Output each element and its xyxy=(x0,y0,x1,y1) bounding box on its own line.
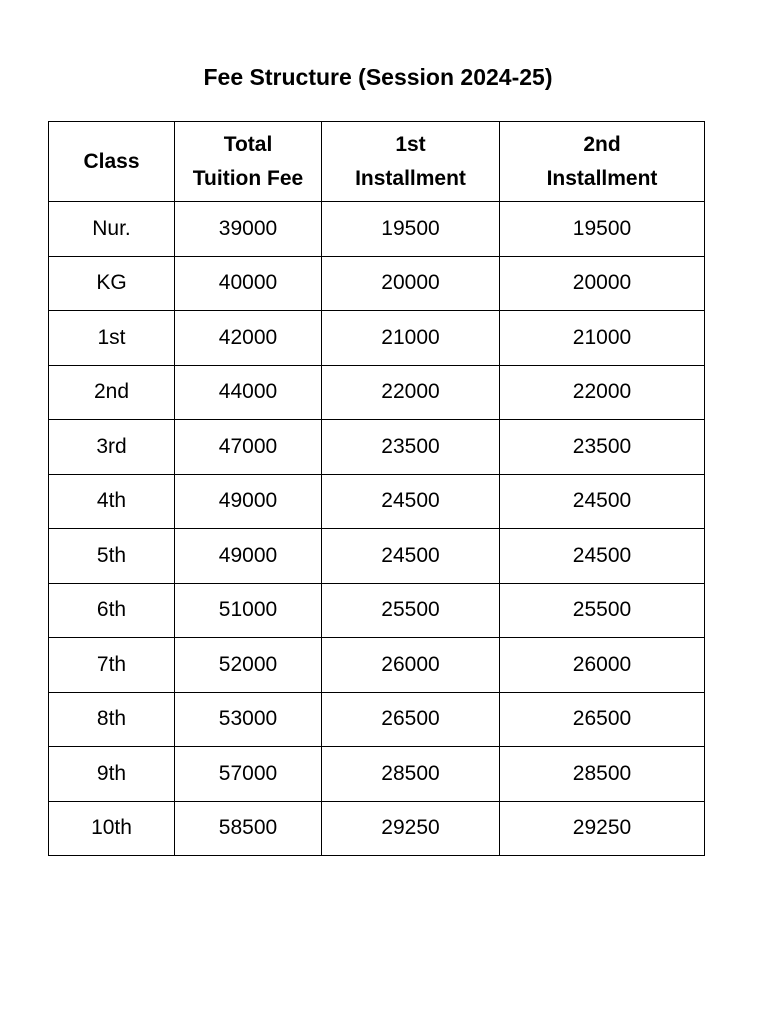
header-first-line-2: Installment xyxy=(355,166,466,190)
cell-second-installment: 22000 xyxy=(500,365,705,420)
header-class-label: Class xyxy=(83,149,140,173)
cell-second-installment: 26500 xyxy=(500,692,705,747)
cell-class: 9th xyxy=(49,747,175,802)
header-class xyxy=(49,122,175,202)
cell-first-installment: 22000 xyxy=(322,365,500,420)
table-row xyxy=(49,256,705,311)
cell-total-fee: 51000 xyxy=(175,583,322,638)
cell-first-installment: 23500 xyxy=(322,420,500,475)
cell-class: 2nd xyxy=(49,365,175,420)
cell-first-installment: 28500 xyxy=(322,747,500,802)
cell-total-fee: 52000 xyxy=(175,638,322,693)
header-total-tuition-fee xyxy=(175,122,322,202)
cell-first-installment: 25500 xyxy=(322,583,500,638)
cell-first-installment: 19500 xyxy=(322,202,500,257)
cell-class: 7th xyxy=(49,638,175,693)
table-row xyxy=(49,202,705,257)
cell-total-fee: 57000 xyxy=(175,747,322,802)
table-row xyxy=(49,420,705,475)
cell-second-installment: 23500 xyxy=(500,420,705,475)
table-row xyxy=(49,747,705,802)
header-second-line-2: Installment xyxy=(546,166,658,190)
cell-first-installment: 24500 xyxy=(322,474,500,529)
cell-first-installment: 26500 xyxy=(322,692,500,747)
table-row xyxy=(49,692,705,747)
cell-second-installment: 19500 xyxy=(500,202,705,257)
header-total-line-1: Total xyxy=(223,132,273,156)
table-row xyxy=(49,529,705,584)
header-second-line-1: 2nd xyxy=(583,132,621,156)
cell-second-installment: 21000 xyxy=(500,311,705,366)
header-first-installment xyxy=(322,122,500,202)
cell-class: 8th xyxy=(49,692,175,747)
cell-total-fee: 49000 xyxy=(175,474,322,529)
cell-class: 6th xyxy=(49,583,175,638)
table-row xyxy=(49,801,705,856)
header-total-line-2: Tuition Fee xyxy=(192,166,304,190)
cell-first-installment: 24500 xyxy=(322,529,500,584)
cell-class: 1st xyxy=(49,311,175,366)
table-row xyxy=(49,638,705,693)
cell-total-fee: 53000 xyxy=(175,692,322,747)
cell-second-installment: 29250 xyxy=(500,801,705,856)
cell-second-installment: 24500 xyxy=(500,474,705,529)
header-second-installment xyxy=(500,122,705,202)
cell-class: 3rd xyxy=(49,420,175,475)
cell-class: 10th xyxy=(49,801,175,856)
cell-second-installment: 24500 xyxy=(500,529,705,584)
cell-second-installment: 20000 xyxy=(500,256,705,311)
cell-class: 5th xyxy=(49,529,175,584)
cell-total-fee: 39000 xyxy=(175,202,322,257)
cell-class: KG xyxy=(49,256,175,311)
table-row xyxy=(49,365,705,420)
cell-total-fee: 49000 xyxy=(175,529,322,584)
table-row xyxy=(49,311,705,366)
cell-total-fee: 42000 xyxy=(175,311,322,366)
cell-total-fee: 58500 xyxy=(175,801,322,856)
header-first-line-1: 1st xyxy=(395,132,426,156)
document-title: Fee Structure (Session 2024-25) xyxy=(203,64,553,90)
cell-first-installment: 29250 xyxy=(322,801,500,856)
fee-structure-table xyxy=(48,121,705,856)
cell-class: Nur. xyxy=(49,202,175,257)
cell-first-installment: 20000 xyxy=(322,256,500,311)
cell-total-fee: 40000 xyxy=(175,256,322,311)
cell-second-installment: 28500 xyxy=(500,747,705,802)
cell-second-installment: 25500 xyxy=(500,583,705,638)
cell-first-installment: 21000 xyxy=(322,311,500,366)
cell-total-fee: 47000 xyxy=(175,420,322,475)
cell-second-installment: 26000 xyxy=(500,638,705,693)
table-header-row xyxy=(49,122,705,202)
cell-class: 4th xyxy=(49,474,175,529)
table-row xyxy=(49,583,705,638)
cell-first-installment: 26000 xyxy=(322,638,500,693)
table-row xyxy=(49,474,705,529)
cell-total-fee: 44000 xyxy=(175,365,322,420)
